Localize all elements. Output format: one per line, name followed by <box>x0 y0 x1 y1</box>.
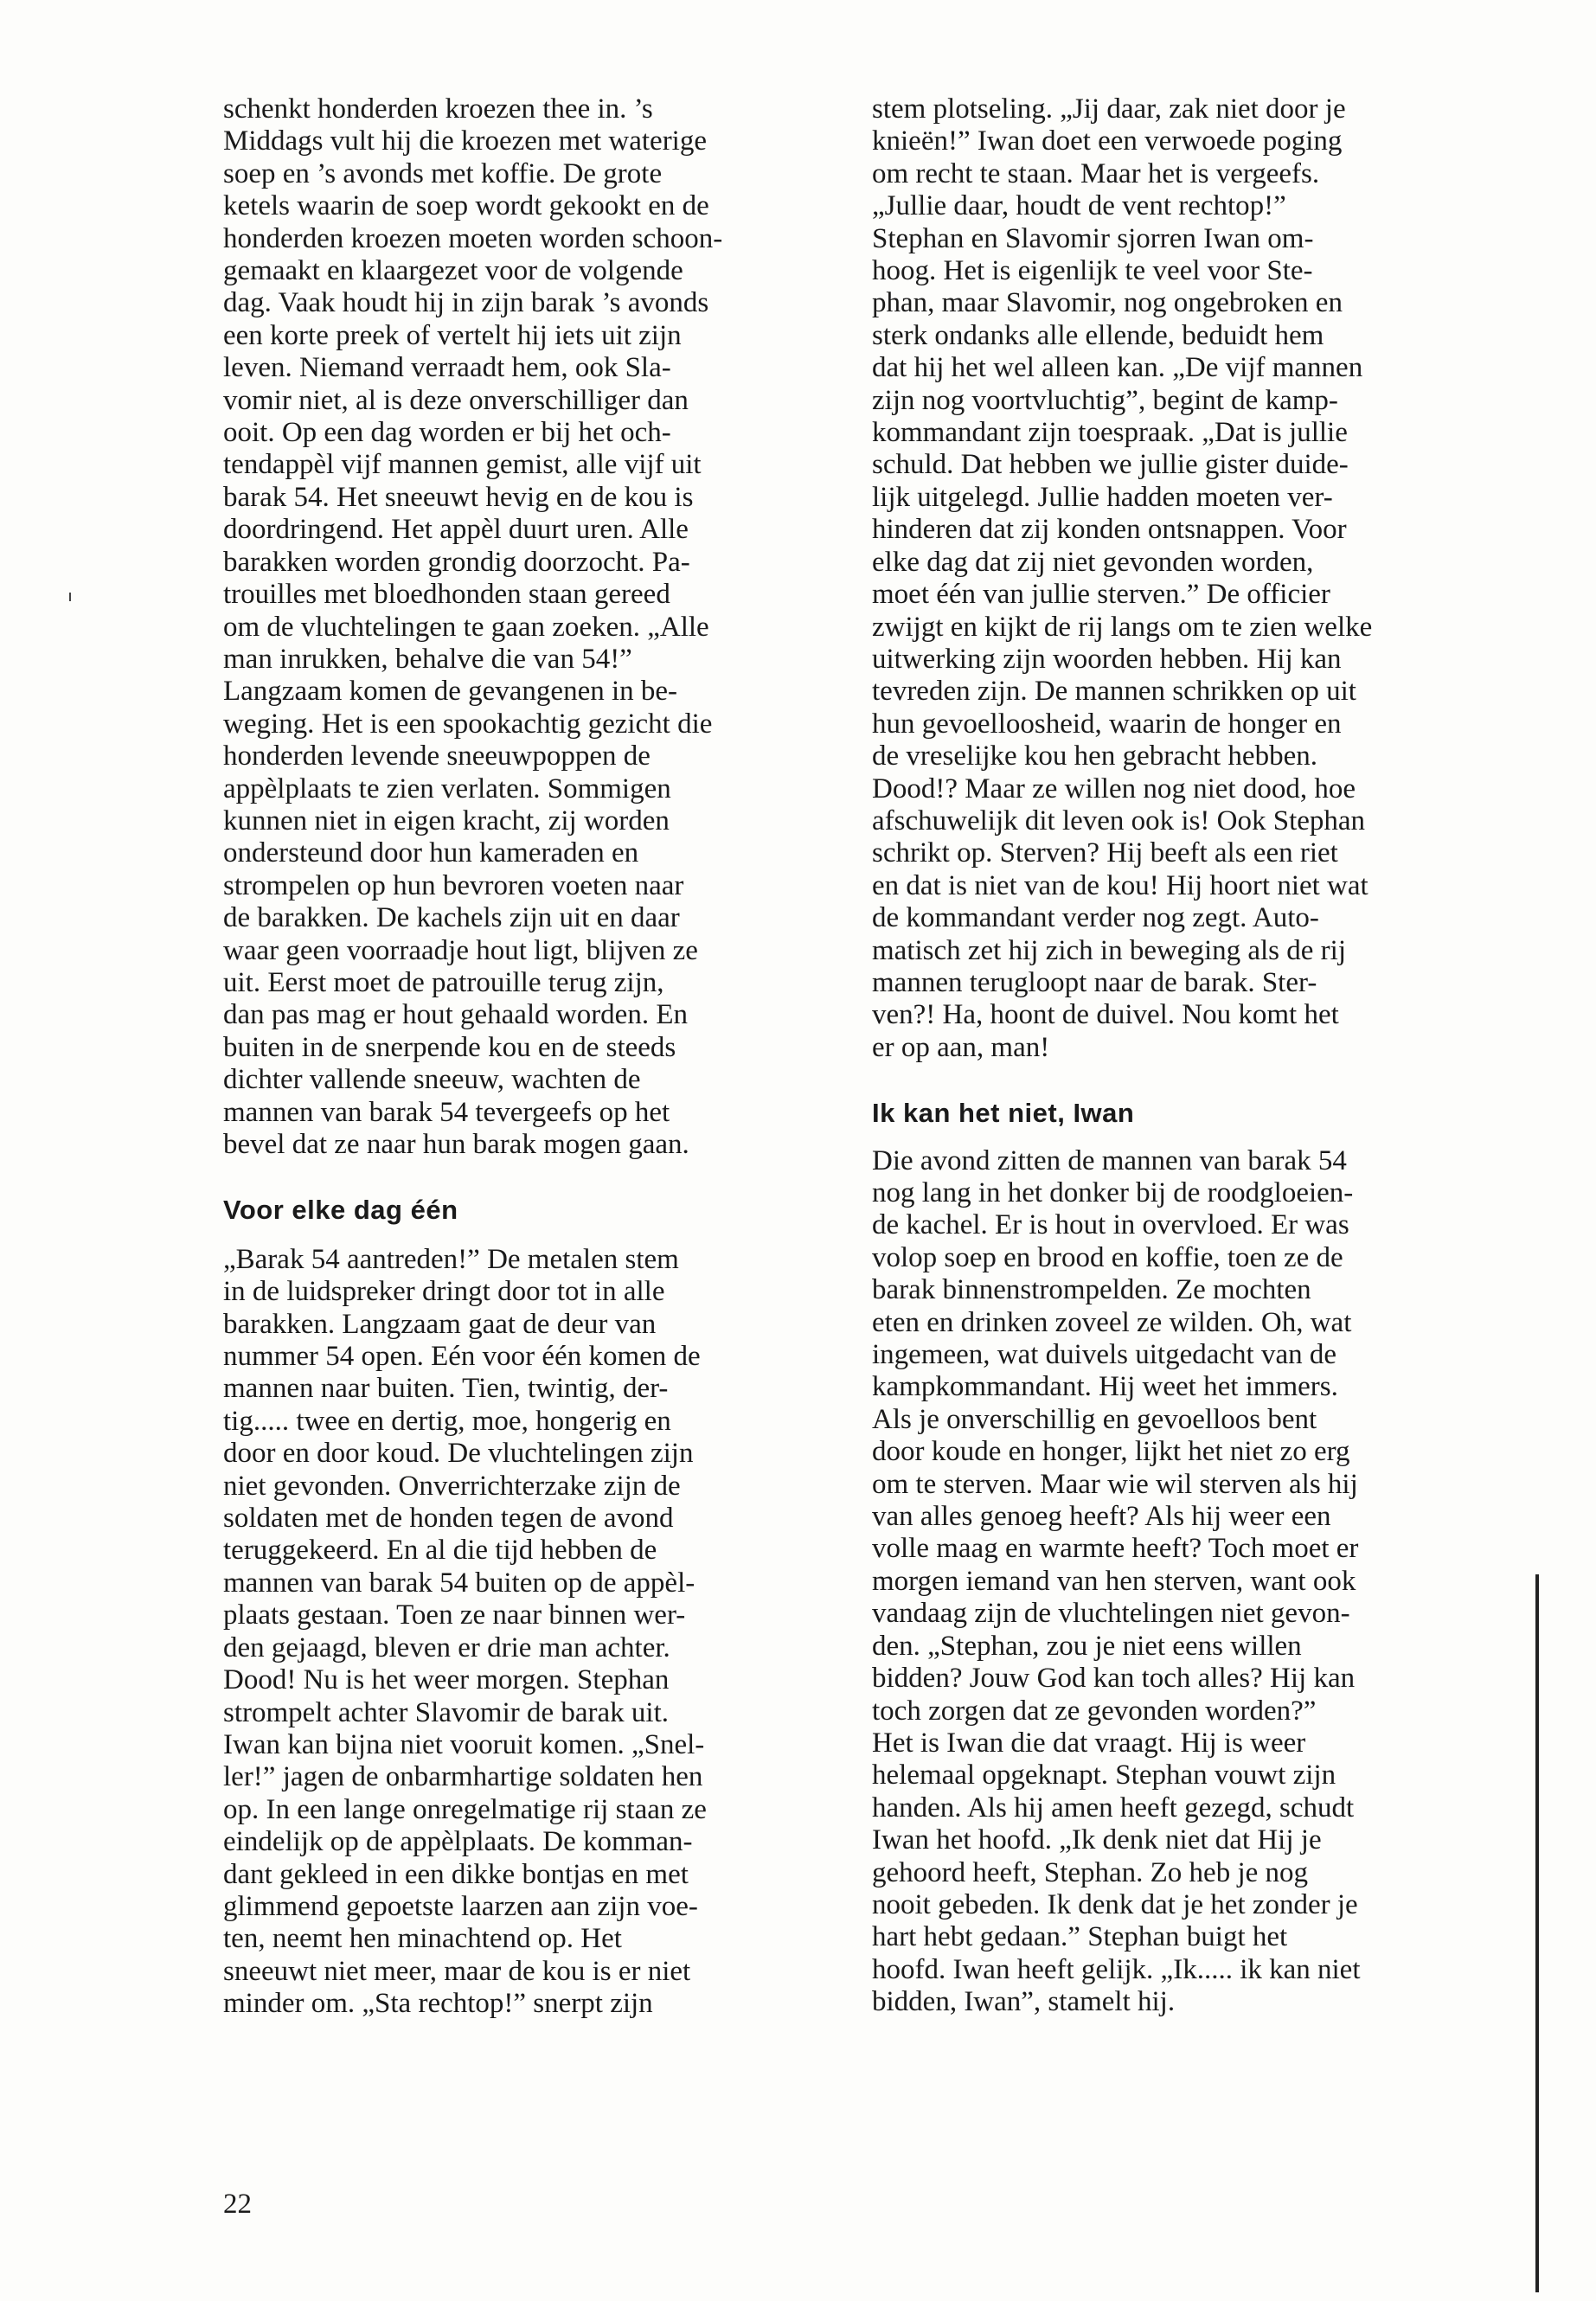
right-column <box>872 93 1452 2019</box>
page-number: 22 <box>223 2189 252 2220</box>
right-paragraph-2: Die avond zitten de mannen van barak 54 nog lang in het donker bij de roodgloeien- de kachel. Er is hout in overvloed. Er was volop soep en brood en koffie, toen ze de barak binnenstrompelden. Ze mochten eten en drinken zoveel ze wilden. Oh, wat ingemeen, wat duivels uitgedacht van de kampkommandant. Hij weet het immers. Als je onverschillig en gevoelloos bent door koude en honger, lijkt het niet zo erg om te sterven. Maar wie wil sterven als hij van alles genoeg heeft? Als hij weer een volle maag en warmte heeft? Toch moet er morgen iemand van hen sterven, want ook vandaag zijn de vluchtelingen niet gevon- den. „Stephan, zou je niet eens willen bidden? Jouw God kan toch alles? Hij kan toch zorgen dat ze gevonden worden?” Het is Iwan die dat vraagt. Hij is weer helemaal opgeknapt. Stephan vouwt zijn handen. Als hij amen heeft gezegd, schudt Iwan het hoofd. „Ik denk niet dat Hij je gehoord heeft, Stephan. Zo heb je nog nooit gebeden. Ik denk dat je het zonder je hart hebt gedaan.” Stephan buigt het hoofd. Iwan heeft gelijk. „Ik..... ik kan niet bidden, Iwan”, stamelt hij. <box>872 1144 1361 2018</box>
left-paragraph-2: „Barak 54 aantreden!” De metalen stem in de luidspreker dringt door tot in alle barakken. Langzaam gaat de deur van nummer 54 open. Eén voor één komen de mannen naar buiten. Tien, twintig, der- tig..... twee en dertig, moe, hongerig en door en door koud. De vluchtelingen zijn niet gevonden. Onverrichterzake zijn de soldaten met de honden tegen de avond teruggekeerd. En al die tijd hebben de mannen van barak 54 buiten op de appèl- plaats gestaan. Toen ze naar binnen wer- den gejaagd, bleven er drie man achter. Dood! Nu is het weer morgen. Stephan strompelt achter Slavomir de barak uit. Iwan kan bijna niet vooruit komen. „Snel- ler!” jagen de onbarmhartige soldaten hen op. In een lange onregelmatige rij staan ze eindelijk op de appèlplaats. De komman- dant gekleed in een dikke bontjas en met glimmend gepoetste laarzen aan zijn voe- ten, neemt hen minachtend op. Het sneeuwt niet meer, maar de kou is er niet minder om. „Sta rechtop!” snerpt zijn <box>223 1243 707 2020</box>
left-column <box>223 93 803 2021</box>
section-heading-voor-elke-dag-een: Voor elke dag één <box>223 1195 458 1226</box>
left-paragraph-1: schenkt honderden kroezen thee in. ’s Middags vult hij die kroezen met waterige soep en ’s avonds met koffie. De grote ketels waarin de soep wordt gekookt en de honderden kroezen moeten worden schoon- gemaakt en klaargezet voor de volgende dag. Vaak houdt hij in zijn barak ’s avonds een korte preek of vertelt hij iets uit zijn leven. Niemand verraadt hem, ook Sla- vomir niet, al is deze onverschilliger dan ooit. Op een dag worden er bij het och- tendappèl vijf mannen gemist, alle vijf uit barak 54. Het sneeuwt hevig en de kou is doordringend. Het appèl duurt uren. Alle barakken worden grondig doorzocht. Pa- trouilles met bloedhonden staan gereed om de vluchtelingen te gaan zoeken. „Alle man inrukken, behalve die van 54!” Langzaam komen de gevangenen in be- weging. Het is een spookachtig gezicht die honderden levende sneeuwpoppen de appèlplaats te zien verlaten. Sommigen kunnen niet in eigen kracht, zij worden ondersteund door hun kameraden en strompelen op hun bevroren voeten naar de barakken. De kachels zijn uit en daar waar geen voorraadje hout ligt, blijven ze uit. Eerst moet de patrouille terug zijn, dan pas mag er hout gehaald worden. En buiten in de snerpende kou en de steeds dichter vallende sneeuw, wachten de mannen van barak 54 tevergeefs op het bevel dat ze naar hun barak mogen gaan. <box>223 93 723 1160</box>
binding-edge-line <box>1535 1574 1539 2292</box>
right-paragraph-1: stem plotseling. „Jij daar, zak niet door je knieën!” Iwan doet een verwoede poging om recht te staan. Maar het is vergeefs. „Jullie daar, houdt de vent rechtop!” Stephan en Slavomir sjorren Iwan om- hoog. Het is eigenlijk te veel voor Ste- phan, maar Slavomir, nog ongebroken en sterk ondanks alle ellende, beduidt hem dat hij het wel alleen kan. „De vijf mannen zijn nog voortvluchtig”, begint de kamp- kommandant zijn toespraak. „Dat is jullie schuld. Dat hebben we jullie gister duide- lijk uitgelegd. Jullie hadden moeten ver- hinderen dat zij konden ontsnappen. Voor elke dag dat zij niet gevonden worden, moet één van jullie sterven.” De officier zwijgt en kijkt de rij langs om te zien welke uitwerking zijn woorden hebben. Hij kan tevreden zijn. De mannen schrikken op uit hun gevoelloosheid, waarin de honger en de vreselijke kou hen gebracht hebben. Dood!? Maar ze willen nog niet dood, hoe afschuwelijk dit leven ook is! Ook Stephan schrikt op. Sterven? Hij beeft als een riet en dat is niet van de kou! Hij hoort niet wat de kommandant verder nog zegt. Auto- matisch zet hij zich in beweging als de rij mannen terugloopt naar de barak. Ster- ven?! Ha, hoont de duivel. Nou komt het er op aan, man! <box>872 93 1373 1063</box>
scan-speck <box>69 593 71 601</box>
section-heading-ik-kan-het-niet-iwan: Ik kan het niet, Iwan <box>872 1098 1135 1129</box>
